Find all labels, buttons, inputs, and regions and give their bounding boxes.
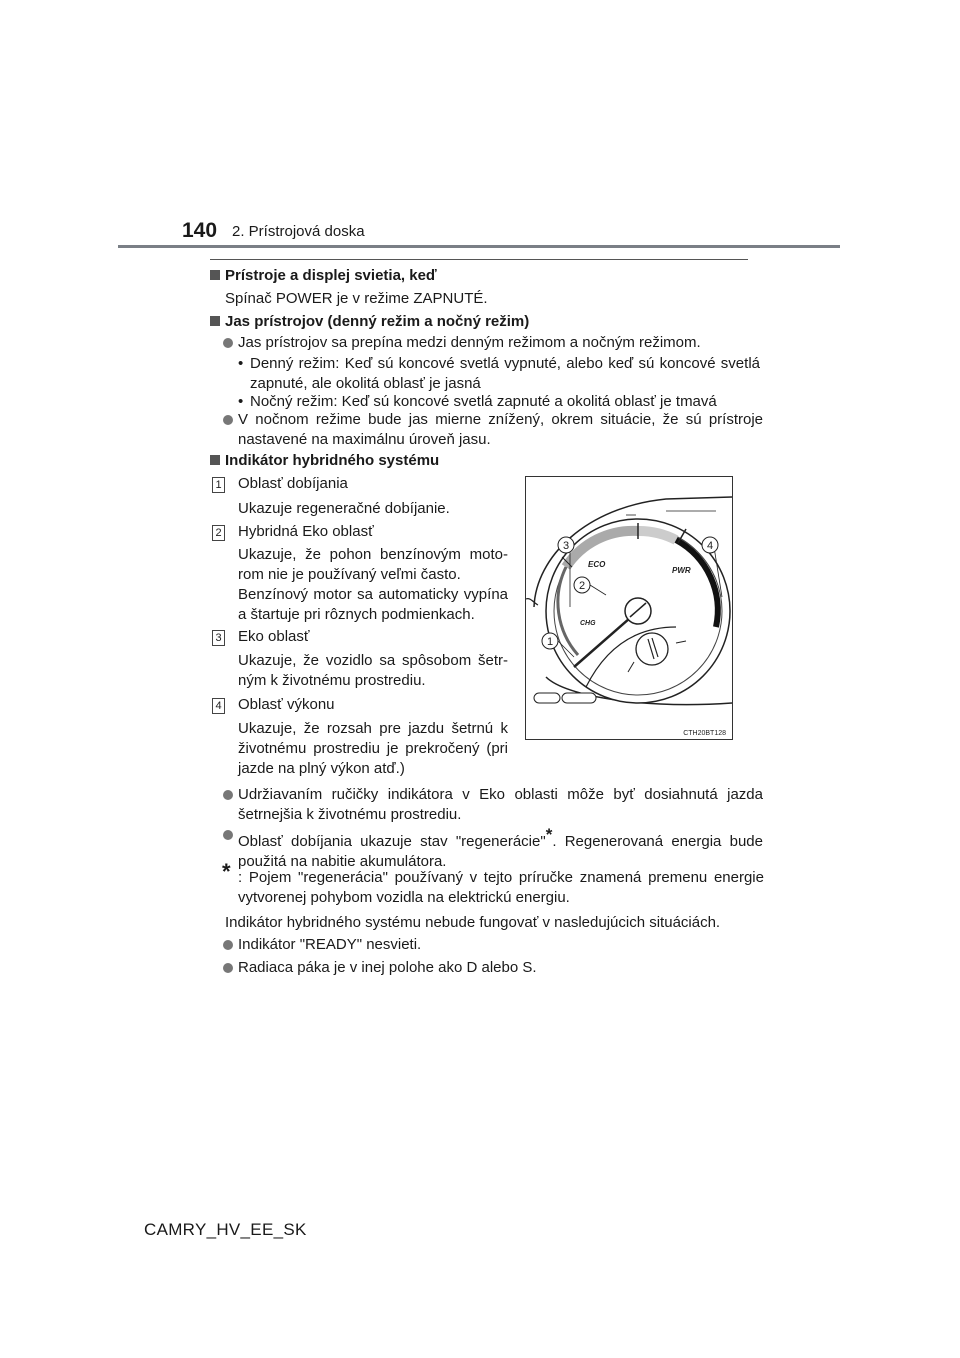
sub-list-item-text: Nočný režim: Keď sú koncové svetlá zapnuté a okolitá oblasť je tmavá (250, 393, 717, 410)
hybrid-indicator-figure (525, 476, 733, 740)
numbered-item-4 (212, 695, 518, 715)
footnote (222, 859, 764, 908)
list-item (223, 935, 763, 955)
heading-text: Indikátor hybridného systému (225, 452, 440, 469)
sub-dial (636, 633, 668, 665)
needle-hub (625, 598, 651, 624)
dot-icon: • (238, 393, 244, 410)
square-bullet-icon (210, 455, 220, 465)
sub-list-item-text: Denný režim: Keď sú koncové svetlá vypnuté, alebo keď sú koncové svetlá zapnuté, ale okolitá oblasť je jasná (250, 355, 760, 392)
asterisk-mark: * (222, 859, 231, 884)
numbered-item-1 (212, 474, 518, 494)
bullet-icon (223, 963, 233, 973)
figure-code: CTH20BT128 (683, 730, 726, 737)
square-bullet-icon (210, 270, 220, 280)
item-description: Ukazuje, že rozsah pre jazdu šetrnú k životnému prostrediu je prekročený (pri jazde na plný výkon atď.) (238, 720, 508, 777)
list-item (223, 410, 763, 450)
item-description: Ukazuje regeneračné dobíjanie. (238, 500, 450, 517)
list-item (223, 333, 748, 353)
list-item (223, 958, 763, 978)
callout-3-text: 3 (562, 540, 570, 552)
square-bullet-icon (210, 316, 220, 326)
sub-list-item (238, 354, 760, 394)
number-box: 1 (212, 477, 225, 493)
callout-2-text: 2 (578, 580, 586, 592)
section-rule (210, 259, 748, 260)
item-description: Ukazuje, že pohon benzínovým moto-rom nie je používaný veľmi často. (238, 546, 508, 583)
pwr-label: PWR (672, 566, 691, 575)
footnote-text: : Pojem "regenerácia" používaný v tejto príručke znamená premenu energie vytvorenej pohybom vozidla na elektrickú energiu. (238, 869, 764, 906)
heading-text: Jas prístrojov (denný režim a nočný režim) (225, 313, 530, 330)
sub-list-item (238, 392, 760, 412)
item-label: Oblasť dobíjania (238, 475, 348, 492)
heading-hybrid-indicator (210, 451, 439, 471)
list-item-text: Indikátor "READY" nesvieti. (238, 936, 422, 953)
list-item (223, 825, 763, 872)
bullet-icon (223, 830, 233, 840)
chg-label: CHG (580, 620, 596, 627)
dot-icon: • (238, 355, 244, 372)
footer-code: CAMRY_HV_EE_SK (144, 1220, 307, 1239)
item-label: Oblasť výkonu (238, 696, 335, 713)
heading-brightness (210, 312, 529, 332)
item-description: Ukazuje, že vozidlo sa spôsobom šetr-ným k životnému prostrediu. (238, 652, 508, 689)
callout-1-text: 1 (546, 636, 554, 648)
bullet-icon (223, 415, 233, 425)
list-item-text: V nočnom režime bude jas mierne znížený, okrem situácie, že sú prístroje nastavené na maximálnu úroveň jasu. (238, 411, 763, 448)
list-item-text: . Regenerovaná energia bude použitá na nabitie akumulátora. (238, 833, 763, 870)
list-item-text: Radiaca páka je v inej polohe ako D alebo S. (238, 959, 537, 976)
item-label: Eko oblasť (238, 628, 310, 645)
bullet-icon (223, 940, 233, 950)
eco-label: ECO (588, 560, 606, 569)
list-item-text: Jas prístrojov sa prepína medzi denným režimom a nočným režimom. (238, 334, 701, 351)
dash-button-shape (562, 693, 596, 703)
callout-4-text: 4 (706, 540, 714, 552)
number-box: 2 (212, 525, 225, 541)
paragraph: Spínač POWER je v režime ZAPNUTÉ. (225, 290, 488, 307)
bullet-icon (223, 790, 233, 800)
page-number: 140 (182, 219, 218, 242)
bullet-icon (223, 338, 233, 348)
header-rule (118, 245, 840, 248)
asterisk-mark: * (545, 825, 553, 844)
numbered-item-3 (212, 627, 518, 647)
dashboard-edge (526, 599, 538, 605)
dash-button-shape (534, 693, 560, 703)
number-box: 3 (212, 630, 225, 646)
section-title: 2. Prístrojová doska (232, 223, 365, 240)
heading-text: Prístroje a displej svietia, keď (225, 267, 437, 284)
heading-instruments-lit (210, 266, 437, 286)
numbered-item-2 (212, 522, 518, 542)
item-description: Benzínový motor sa automaticky vypína a štartuje pri rôznych podmienkach. (238, 586, 508, 623)
number-box: 4 (212, 698, 225, 714)
paragraph: Indikátor hybridného systému nebude fungovať v nasledujúcich situáciách. (225, 914, 721, 931)
gauge-illustration (526, 477, 732, 739)
list-item-text: Oblasť dobíjania ukazuje stav "regenerácie" (238, 833, 546, 850)
item-label: Hybridná Eko oblasť (238, 523, 374, 540)
list-item-text: Udržiavaním ručičky indikátora v Eko oblasti môže byť dosiahnutá jazda šetrnejšia k životnému prostrediu. (238, 786, 763, 823)
list-item (223, 785, 763, 825)
